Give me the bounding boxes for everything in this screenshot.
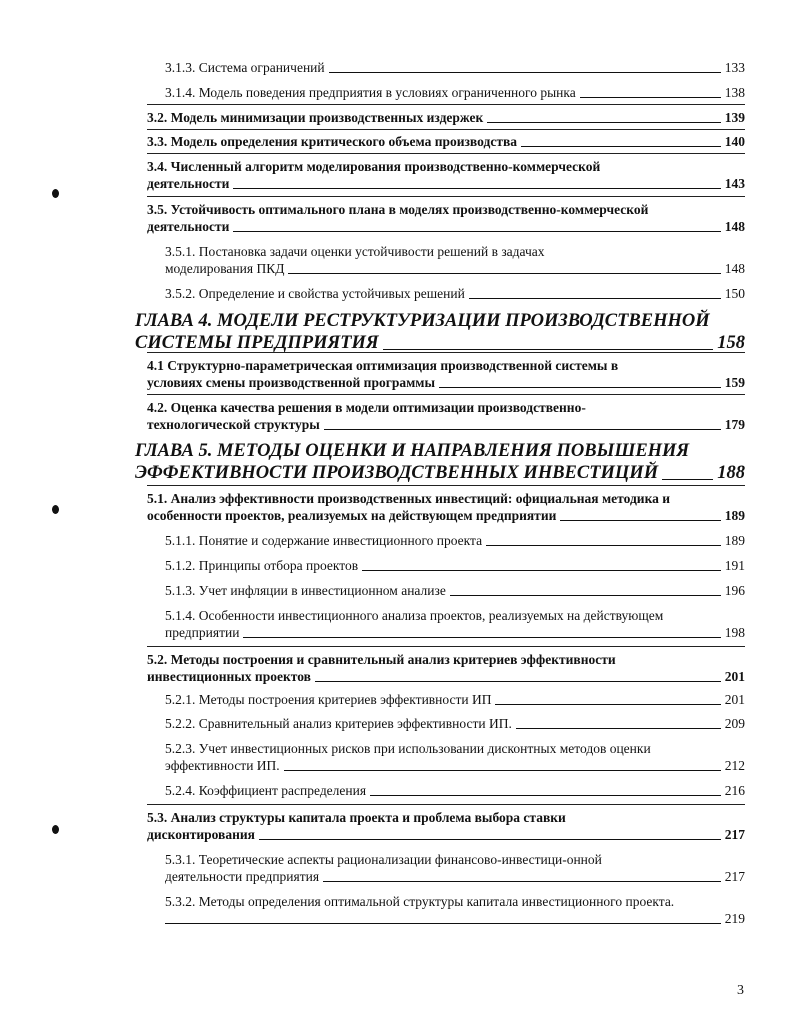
toc-entry-3-5-2 [165, 285, 745, 302]
leader-line [288, 272, 720, 274]
toc-entry-title: 3.5.2. Определение и свойства устойчивых решений [165, 286, 465, 301]
toc-entry-3-5 [147, 201, 745, 235]
scan-mark [52, 189, 59, 198]
toc-page-number: 179 [724, 417, 745, 432]
toc-entry-title-cont: деятельности [147, 219, 230, 234]
toc-page-number: 148 [724, 261, 745, 276]
toc-entry-5-2 [147, 651, 745, 685]
toc-entry-5-3-2 [165, 893, 745, 927]
toc-page-number: 139 [724, 110, 745, 125]
toc-entry-4-2 [147, 399, 745, 433]
toc-page-number: 209 [724, 716, 745, 731]
leader-line [243, 636, 720, 638]
toc-page-number: 196 [724, 583, 745, 598]
toc-entry-title: 5.1.2. Принципы отбора проектов [165, 558, 359, 573]
toc-entry-title: 3.4. Численный алгоритм моделирования производственно-коммерческой [147, 159, 601, 174]
separator [147, 352, 745, 353]
leader-line [383, 348, 714, 350]
leader-line [284, 769, 721, 771]
toc-page-number: 148 [724, 219, 745, 234]
toc-entry-title-cont: особенности проектов, реализуемых на действующем предприятии [147, 508, 557, 523]
chapter-title: ГЛАВА 4. МОДЕЛИ РЕСТРУКТУРИЗАЦИИ ПРОИЗВОДСТВЕННОЙ [135, 311, 710, 331]
leader-line [165, 922, 721, 924]
separator [147, 196, 745, 197]
chapter-title-cont: СИСТЕМЫ ПРЕДПРИЯТИЯ [135, 333, 379, 353]
toc-entry-title: 3.1.3. Система ограничений [165, 60, 325, 75]
separator [147, 129, 745, 130]
toc-entry-title: 4.2. Оценка качества решения в модели оптимизации производственно- [147, 400, 586, 415]
toc-page-number: 138 [724, 85, 745, 100]
leader-line [370, 794, 721, 796]
toc-entry-5-1-4 [165, 607, 745, 641]
leader-line [521, 145, 721, 147]
chapter-title-cont: ЭФФЕКТИВНОСТИ ПРОИЗВОДСТВЕННЫХ ИНВЕСТИЦИЙ [135, 463, 659, 483]
toc-entry-5-2-4 [165, 782, 745, 799]
toc-page-number: 219 [724, 911, 745, 926]
toc-page-number: 189 [724, 508, 745, 523]
toc-page-number: 150 [724, 286, 745, 301]
leader-line [259, 838, 721, 840]
toc-entry-title: 5.3.1. Теоретические аспекты рационализации финансово-инвестици-онной [165, 852, 602, 867]
toc-entry-title: 5.2.1. Методы построения критериев эффективности ИП [165, 692, 492, 707]
toc-entry-title-cont: технологической структуры [147, 417, 320, 432]
toc-page-number: 201 [724, 669, 745, 684]
toc-entry-title: 3.5. Устойчивость оптимального плана в моделях производственно-коммерческой [147, 202, 649, 217]
separator [147, 104, 745, 105]
leader-line [362, 569, 721, 571]
toc-entry-title: 5.2.3. Учет инвестиционных рисков при использовании дисконтных методов оценки [165, 741, 651, 756]
toc-entry-5-1-2 [165, 557, 745, 574]
toc-entry-5-2-2 [165, 715, 745, 732]
toc-page-number: 140 [724, 134, 745, 149]
toc-entry-title-cont: дисконтирования [147, 827, 255, 842]
toc-entry-5-2-3 [165, 740, 745, 774]
toc-entry-4-1 [147, 357, 745, 391]
toc-entry-title-cont: условиях смены производственной программы [147, 375, 436, 390]
leader-line [469, 297, 721, 299]
toc-entry-3-1-3 [165, 59, 745, 76]
toc-entry-title: 5.3. Анализ структуры капитала проекта и проблема выбора ставки [147, 810, 566, 825]
toc-entry-3-2 [147, 109, 745, 126]
toc-entry-title: 4.1 Структурно-параметрическая оптимизация производственной системы в [147, 358, 619, 373]
leader-line [233, 230, 720, 232]
toc-entry-title: 5.3.2. Методы определения оптимальной структуры капитала инвестиционного проекта. [165, 894, 675, 909]
toc-page-number: 217 [724, 827, 745, 842]
toc-page-number: 189 [724, 533, 745, 548]
separator [147, 394, 745, 395]
toc-entry-5-1 [147, 490, 745, 524]
leader-line [323, 880, 721, 882]
leader-line [233, 187, 720, 189]
toc-page-number: 188 [717, 463, 745, 483]
toc-page-number: 217 [724, 869, 745, 884]
toc-page-number: 216 [724, 783, 745, 798]
toc-entry-5-2-1 [165, 691, 745, 708]
toc-entry-title: 5.1.4. Особенности инвестиционного анализа проектов, реализуемых на действующем [165, 608, 664, 623]
leader-line [450, 594, 721, 596]
toc-entry-title-cont: инвестиционных проектов [147, 669, 311, 684]
toc-entry-5-1-3 [165, 582, 745, 599]
toc-page-number: 158 [717, 333, 745, 353]
toc-page-number: 133 [724, 60, 745, 75]
toc-page-number: 198 [724, 625, 745, 640]
toc-chapter-4 [135, 310, 745, 354]
toc-entry-title: 5.1.1. Понятие и содержание инвестиционного проекта [165, 533, 483, 548]
leader-line [486, 544, 721, 546]
toc-entry-title: 3.1.4. Модель поведения предприятия в условиях ограниченного рынка [165, 85, 576, 100]
separator [147, 646, 745, 647]
toc-chapter-5 [135, 440, 745, 484]
scan-mark [52, 825, 59, 834]
toc-entry-3-4 [147, 158, 745, 192]
toc-entry-title: 5.2. Методы построения и сравнительный анализ критериев эффективности [147, 652, 616, 667]
toc-entry-title: 5.1. Анализ эффективности производственных инвестиций: официальная методика и [147, 491, 671, 506]
toc-page-number: 191 [724, 558, 745, 573]
toc-entry-3-1-4 [165, 84, 745, 101]
leader-line [560, 519, 720, 521]
leader-line [495, 703, 720, 705]
toc-page-number: 159 [724, 375, 745, 390]
toc-entry-title: 3.5.1. Постановка задачи оценки устойчивости решений в задачах [165, 244, 545, 259]
toc-page-number: 201 [724, 692, 745, 707]
leader-line [324, 428, 721, 430]
toc-entry-title-cont: моделирования ПКД [165, 261, 285, 276]
separator [147, 485, 745, 486]
toc-page-number: 143 [724, 176, 745, 191]
leader-line [516, 727, 721, 729]
toc-page-number: 212 [724, 758, 745, 773]
scan-mark [52, 505, 59, 514]
toc-entry-title-cont: деятельности [147, 176, 230, 191]
toc-entry-title: 5.1.3. Учет инфляции в инвестиционном анализе [165, 583, 446, 598]
toc-entry-title: 3.2. Модель минимизации производственных издержек [147, 110, 484, 125]
toc-entry-3-3 [147, 133, 745, 150]
toc-entry-5-3-1 [165, 851, 745, 885]
toc-entry-title-cont: предприятии [165, 625, 240, 640]
leader-line [315, 680, 721, 682]
leader-line [580, 96, 721, 98]
leader-line [439, 386, 721, 388]
separator [147, 804, 745, 805]
toc-entry-title: 5.2.4. Коэффициент распределения [165, 783, 367, 798]
toc-entry-title: 3.3. Модель определения критического объема производства [147, 134, 517, 149]
page-number: 3 [737, 983, 744, 998]
toc-entry-5-1-1 [165, 532, 745, 549]
toc-entry-3-5-1 [165, 243, 745, 277]
toc-entry-title: 5.2.2. Сравнительный анализ критериев эффективности ИП. [165, 716, 512, 731]
separator [147, 153, 745, 154]
toc-entry-5-3 [147, 809, 745, 843]
leader-line [662, 478, 713, 480]
leader-line [329, 71, 721, 73]
leader-line [487, 121, 720, 123]
toc-entry-title-cont: эффективности ИП. [165, 758, 280, 773]
toc-entry-title-cont: деятельности предприятия [165, 869, 320, 884]
chapter-title: ГЛАВА 5. МЕТОДЫ ОЦЕНКИ И НАПРАВЛЕНИЯ ПОВЫШЕНИЯ [135, 441, 690, 461]
